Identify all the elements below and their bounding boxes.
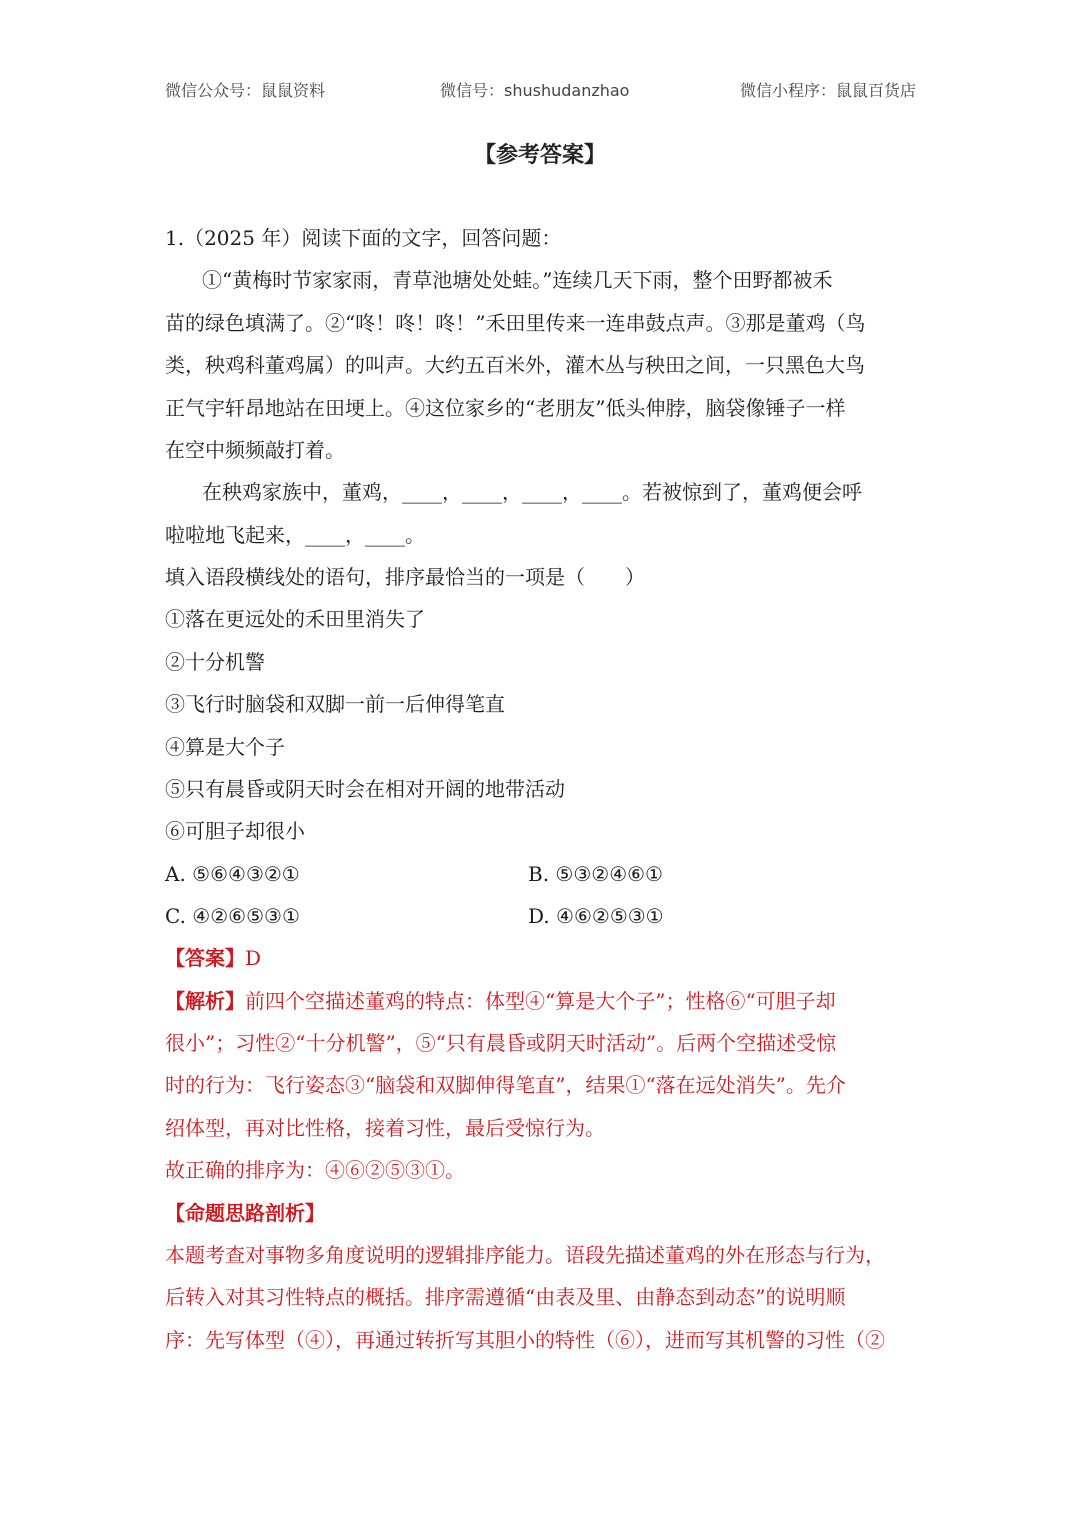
page-title: 【参考答案】 (473, 143, 606, 168)
answer-value: D (245, 946, 262, 970)
option-c: C. ④②⑥⑤③① (165, 904, 300, 928)
reasoning-line: 序：先写体型（④），再通过转折写其胆小的特性（⑥），进而写其机警的习性（② (165, 1328, 885, 1352)
analysis-line: 时的行为：飞行姿态③“脑袋和双脚伸得笔直”，结果①“落在远处消失”。先介 (165, 1073, 846, 1097)
analysis-line (165, 989, 836, 1013)
passage-line: 在空中频频敲打着。 (165, 438, 345, 462)
choice-item: ④算是大个子 (165, 735, 285, 759)
analysis-conclusion: 故正确的排序为：④⑥②⑤③①。 (165, 1158, 465, 1182)
choice-item: ①落在更远处的禾田里消失了 (165, 607, 425, 631)
analysis-line: 很小”；习性②“十分机警”，⑤“只有晨昏或阴天时活动”。后两个空描述受惊 (165, 1031, 837, 1055)
header-right: 微信小程序：鼠鼠百货店 (740, 81, 917, 100)
analysis-label: 【解析】 (165, 989, 245, 1013)
passage-line: 正气宇轩昂地站在田埂上。④这位家乡的“老朋友”低头伸脖，脑袋像锤子一样 (165, 396, 846, 420)
analysis-line: 绍体型，再对比性格，接着习性，最后受惊行为。 (165, 1116, 605, 1140)
reasoning-label: 【命题思路剖析】 (165, 1201, 325, 1225)
blank-line: 在秧鸡家族中，董鸡，____，____，____，____。若被惊到了，董鸡便会呼 (202, 480, 862, 504)
reasoning-line: 本题考查对事物多角度说明的逻辑排序能力。语段先描述董鸡的外在形态与行为， (165, 1243, 885, 1267)
question-prompt: 填入语段横线处的语句，排序最恰当的一项是（ ） (165, 565, 645, 589)
reasoning-line: 后转入对其习性特点的概括。排序需遵循“由表及里、由静态到动态”的说明顺 (165, 1285, 846, 1309)
header-center: 微信号：shushudanzhao (440, 81, 630, 100)
choice-item: ⑤只有晨昏或阴天时会在相对开阔的地带活动 (165, 777, 565, 801)
choice-item: ②十分机警 (165, 650, 265, 674)
choice-item: ⑥可胆子却很小 (165, 819, 305, 843)
analysis-text: 前四个空描述董鸡的特点：体型④“算是大个子”；性格⑥“可胆子却 (245, 989, 836, 1013)
header-left: 微信公众号：鼠鼠资料 (165, 81, 326, 100)
option-d: D. ④⑥②⑤③① (528, 904, 664, 928)
answer-line (165, 946, 261, 970)
passage-line: 苗的绿色填满了。②“咚！咚！咚！”禾田里传来一连串鼓点声。③那是董鸡（鸟 (165, 311, 866, 335)
choice-item: ③飞行时脑袋和双脚一前一后伸得笔直 (165, 692, 505, 716)
question-stem: 1.（2025 年）阅读下面的文字，回答问题： (165, 226, 562, 250)
option-a: A. ⑤⑥④③②① (165, 862, 300, 886)
option-b: B. ⑤③②④⑥① (528, 862, 663, 886)
answer-label: 【答案】 (165, 946, 245, 970)
blank-line: 啦啦地飞起来，____，____。 (165, 523, 425, 547)
passage-line: 类，秧鸡科董鸡属）的叫声。大约五百米外，灌木丛与秧田之间，一只黑色大鸟 (165, 353, 865, 377)
passage-line: ①“黄梅时节家家雨，青草池塘处处蛙。”连续几天下雨，整个田野都被禾 (202, 268, 833, 292)
